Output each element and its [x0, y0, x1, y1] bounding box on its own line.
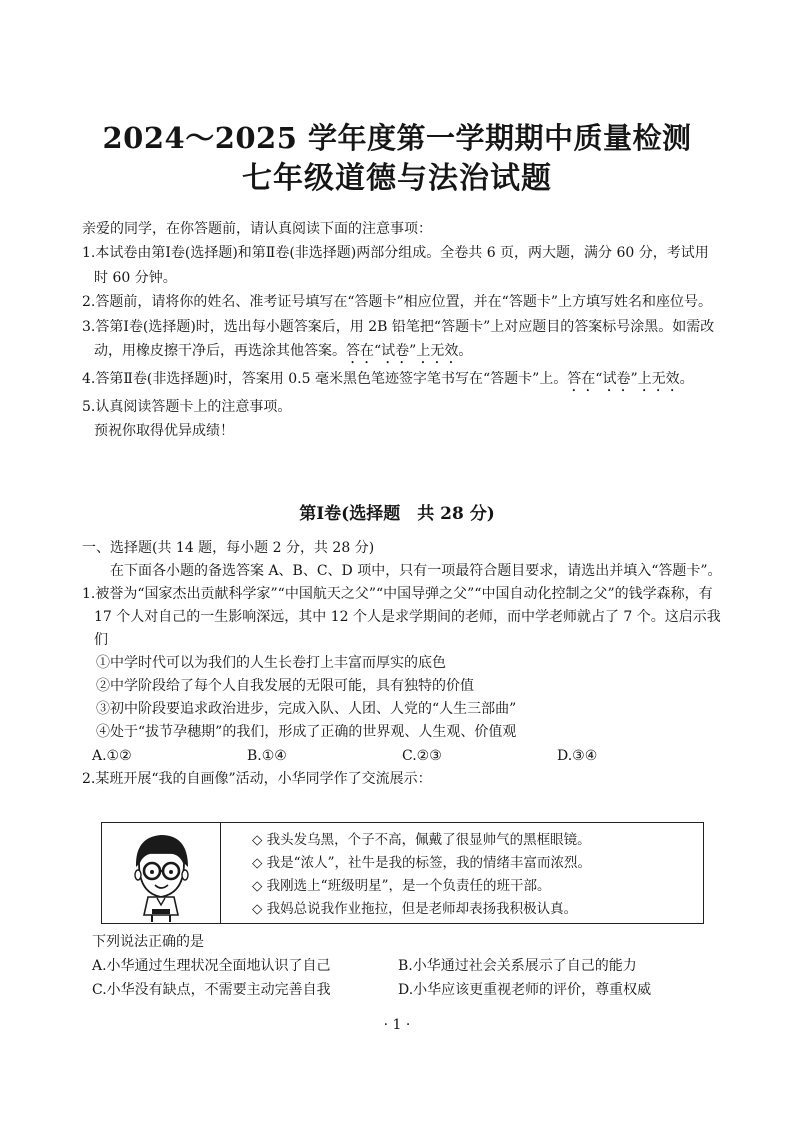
self-portrait-line-1: ◇ 我头发乌黑，个子不高，佩戴了很显帅气的黑框眼镜。 — [252, 832, 591, 848]
notice-item-3-emphasis: 答在“试卷”上无效。 — [346, 343, 473, 360]
part-1-title: 第Ⅰ卷(选择题 共 28 分) — [299, 504, 495, 524]
notice-wish: 预祝你取得优异成绩！ — [94, 423, 234, 440]
page-number: · 1 · — [383, 1017, 411, 1033]
self-portrait-line-4: ◇ 我妈总说我作业拖拉，但是老师却表扬我积极认真。 — [252, 901, 578, 917]
question-2-choice-row-2 — [92, 978, 712, 1002]
question-1-choice-b: B.①④ — [247, 748, 287, 764]
exam-title: 2024～2025 学年度第一学期期中质量检测 — [102, 121, 692, 155]
question-2-choice-b: B.小华通过社会关系展示了自己的能力 — [398, 958, 637, 974]
question-1-statement-3: ③初中阶段要追求政治进步，完成入队、人团、人党的“人生三部曲” — [96, 701, 517, 717]
question-1-stem: 1.被誉为“国家杰出贡献科学家”“中国航天之父”“中国导弹之父”“中国自动化控制之父”的钱学森称，有 17 个人对自己的一生影响深远，其中 12 个人是求学期间的老师，而中学老师就占了 7 个。这启示我们 — [82, 586, 721, 648]
question-2-prompt: 下列说法正确的是 — [92, 934, 204, 950]
notice-greeting: 亲爱的同学，在你答题前，请认真阅读下面的注意事项： — [82, 221, 432, 237]
question-1-choice-c: C.②③ — [402, 748, 442, 764]
question-1-statement-4: ④处于“拔节孕穗期”的我们，形成了正确的世界观、人生观、价值观 — [96, 724, 517, 740]
self-portrait-line-2: ◇ 我是“浓人”，社牛是我的标签，我的情绪丰富而浓烈。 — [252, 855, 591, 871]
section-1-instruction: 在下面各小题的备选答案 A、B、C、D 项中，只有一项最符合题目要求，请选出并填入“答题卡”。 — [110, 563, 722, 579]
self-portrait-lines — [252, 829, 702, 921]
notice-item-5: 5.认真阅读答题卡上的注意事项。 — [82, 399, 292, 416]
notice-item-4-emphasis: 答在“试卷”上无效。 — [567, 371, 694, 388]
question-2-stem: 2.某班开展“我的自画像”活动，小华同学作了交流展示： — [82, 771, 432, 787]
cartoon-boy-illustration — [102, 823, 221, 923]
question-2-choice-c: C.小华没有缺点，不需要主动完善自我 — [92, 982, 331, 998]
question-1-choice-d: D.③④ — [557, 748, 598, 764]
notice-item-2: 2.答题前，请将你的姓名、准考证号填写在“答题卡”相应位置，并在“答题卡”上方填写姓名和座位号。 — [82, 294, 712, 311]
question-1-statement-2: ②中学阶段给了每个人自我发展的无限可能，具有独特的价值 — [96, 678, 474, 694]
notice-item-4 — [82, 367, 722, 395]
self-portrait-box — [101, 822, 704, 924]
section-1 — [82, 537, 722, 791]
section-1-heading: 一、选择题(共 14 题，每小题 2 分，共 28 分) — [82, 540, 375, 556]
self-portrait-line-3: ◇ 我刚选上“班级明星”，是一个负责任的班干部。 — [252, 878, 551, 894]
notice-item-3 — [82, 315, 722, 367]
question-2-options — [92, 930, 712, 1002]
notice-item-4-text: 4.答第Ⅱ卷(非选择题)时，答案用 0.5 毫米黑色笔迹签字笔书写在“答题卡”上。 — [82, 371, 568, 388]
question-1-choices — [82, 745, 722, 768]
cartoon-boy-icon — [102, 823, 220, 923]
question-2-choice-row-1 — [92, 954, 712, 978]
notice-item-1: 1.本试卷由第Ⅰ卷(选择题)和第Ⅱ卷(非选择题)两部分组成。全卷共 6 页，两大题，满分 60 分，考试用时 60 分钟。 — [82, 245, 709, 286]
question-1-choice-a: A.①② — [92, 748, 132, 764]
question-2-choice-d: D.小华应该更重视老师的评价，尊重权威 — [398, 982, 652, 998]
notice-item-3-text: 3.答第Ⅰ卷(选择题)时，选出每小题答案后，用 2B 铅笔把“答题卡”上对应题目的答案标号涂黑。如需改动，用橡皮擦干净后，再选涂其他答案。 — [82, 318, 715, 360]
exam-subtitle: 七年级道德与法治试题 — [242, 161, 552, 196]
notice-block — [82, 217, 722, 444]
question-2-choice-a: A.小华通过生理状况全面地认识了自己 — [92, 958, 331, 974]
question-1-statement-1: ①中学时代可以为我们的人生长卷打上丰富而厚实的底色 — [96, 655, 446, 671]
